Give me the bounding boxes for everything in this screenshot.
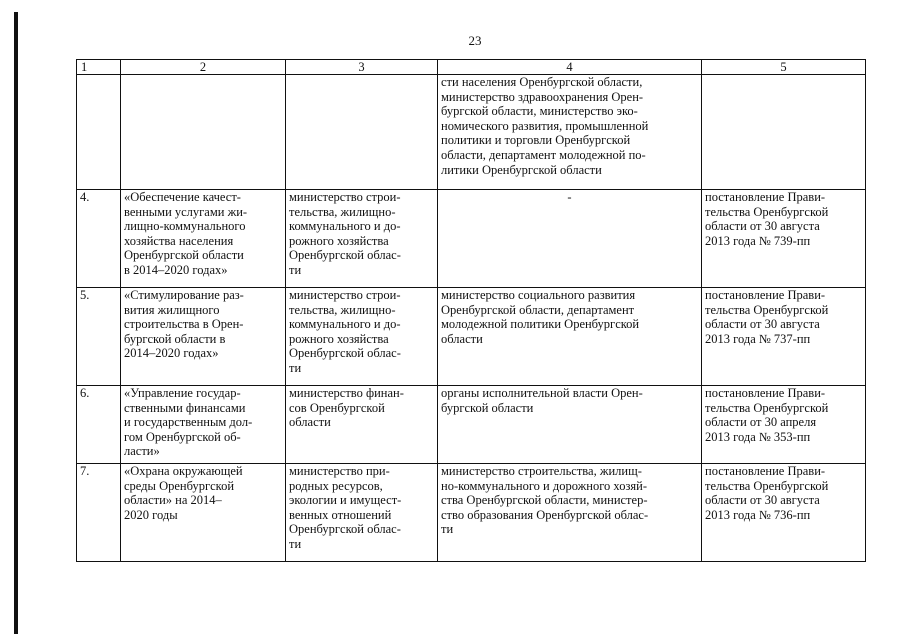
cell-text-line: бургской области, министерство эко- xyxy=(441,104,638,119)
co-executors-cell xyxy=(438,288,702,386)
cell-text-line: родных ресурсов, xyxy=(289,478,383,493)
cell-text-line: экологии и имущест- xyxy=(289,493,402,508)
cell-text-line: 2013 года № 353-пп xyxy=(705,429,811,444)
cell-text-line: 2020 годы xyxy=(124,507,178,522)
cell-text: 5. xyxy=(80,288,90,302)
cell-text-line: рожного хозяйства xyxy=(289,233,389,248)
program-name-cell xyxy=(121,464,286,562)
table-row xyxy=(77,75,866,190)
cell-text-line: сти населения Оренбургской области, xyxy=(441,75,643,89)
cell-text-line: венных отношений xyxy=(289,507,392,522)
cell-text-line: коммунального и до- xyxy=(289,219,401,234)
table-row xyxy=(77,288,866,386)
co-executors-cell xyxy=(438,190,702,288)
row-number-cell xyxy=(77,288,121,386)
header-cell: 2 xyxy=(121,60,286,75)
cell-text-line: тельства Оренбургской xyxy=(705,204,829,219)
page-number: 23 xyxy=(468,33,482,48)
cell-text-line: ти xyxy=(289,536,302,551)
cell-text-line: сов Оренбургской xyxy=(289,400,385,415)
cell-text-line: ласти» xyxy=(124,444,160,459)
table-row xyxy=(77,464,866,562)
cell-text-line: ственными финансами xyxy=(124,400,246,415)
cell-text-line: тельства Оренбургской xyxy=(705,478,829,493)
cell-text-line: постановление Прави- xyxy=(705,190,826,204)
cell-text-line: и государственным дол- xyxy=(124,415,253,430)
cell-text-line: коммунального и до- xyxy=(289,317,401,332)
cell-text-line: номического развития, промышленной xyxy=(441,118,649,133)
cell-text-line: 2013 года № 739-пп xyxy=(705,233,811,248)
responsible-executor-cell xyxy=(286,288,438,386)
responsible-executor-cell xyxy=(286,190,438,288)
cell-text-line: но-коммунального и дорожного хозяй- xyxy=(441,478,647,493)
cell-text-line: ти xyxy=(289,262,302,277)
table-row xyxy=(77,190,866,288)
cell-text-line: вития жилищного xyxy=(124,302,220,317)
cell-text-line: литики Оренбургской области xyxy=(441,162,602,177)
cell-text-line: 2014–2020 годах» xyxy=(124,346,219,361)
cell-text-line: среды Оренбургской xyxy=(124,478,235,493)
cell-text-line: ти xyxy=(441,522,454,537)
header-cell: 4 xyxy=(438,60,702,75)
cell-text: 4. xyxy=(80,190,90,204)
cell-text-line: тельства, жилищно- xyxy=(289,302,396,317)
header-cell: 1 xyxy=(77,60,121,75)
cell-text-line: постановление Прави- xyxy=(705,464,826,478)
cell-text-line: министерство социального развития xyxy=(441,288,636,302)
cell-text-line: бургской области xyxy=(441,400,534,415)
cell-text-line: рожного хозяйства xyxy=(289,331,389,346)
table-header-row xyxy=(77,60,866,75)
cell-text-line: «Обеспечение качест- xyxy=(124,190,241,204)
cell-text-line: ства Оренбургской области, министер- xyxy=(441,493,648,508)
program-name-cell xyxy=(121,75,286,190)
cell-text: 7. xyxy=(80,464,90,478)
cell-text-line: бургской области в xyxy=(124,331,226,346)
cell-text-line: министерство строи- xyxy=(289,288,401,302)
cell-text-line: области от 30 августа xyxy=(705,493,820,508)
cell-text-line: области, департамент молодежной по- xyxy=(441,147,646,162)
cell-text-line: Оренбургской облас- xyxy=(289,522,401,537)
header-cell: 3 xyxy=(286,60,438,75)
row-number-cell xyxy=(77,464,121,562)
co-executors-cell xyxy=(438,386,702,464)
cell-text: 6. xyxy=(80,386,90,400)
cell-text-line: хозяйства населения xyxy=(124,233,234,248)
cell-text-line: венными услугами жи- xyxy=(124,204,248,219)
cell-text-line: ти xyxy=(289,360,302,375)
table-row xyxy=(77,386,866,464)
cell-text-line: Оренбургской облас- xyxy=(289,248,401,263)
cell-text-line: области xyxy=(289,415,331,430)
cell-text-line: «Охрана окружающей xyxy=(124,464,243,478)
cell-text-line: «Стимулирование раз- xyxy=(124,288,244,302)
cell-text-line: постановление Прави- xyxy=(705,386,826,400)
cell-text-line: тельства Оренбургской xyxy=(705,400,829,415)
responsible-executor-cell xyxy=(286,75,438,190)
cell-text-line: 2013 года № 736-пп xyxy=(705,507,811,522)
program-name-cell xyxy=(121,190,286,288)
cell-text-line: молодежной политики Оренбургской xyxy=(441,317,640,332)
cell-text-line: тельства Оренбургской xyxy=(705,302,829,317)
cell-text-line: области» на 2014– xyxy=(124,493,222,508)
program-name-cell xyxy=(121,288,286,386)
co-executors-cell xyxy=(438,464,702,562)
cell-text-line: ство образования Оренбургской облас- xyxy=(441,507,649,522)
responsible-executor-cell xyxy=(286,464,438,562)
header-cell: 5 xyxy=(702,60,866,75)
approving-act-cell xyxy=(702,75,866,190)
row-number-cell xyxy=(77,386,121,464)
scan-edge-bar xyxy=(14,12,18,634)
cell-text-line: министерство здравоохранения Орен- xyxy=(441,89,644,104)
cell-text-line: министерство финан- xyxy=(289,386,404,400)
cell-text-line: «Управление государ- xyxy=(124,386,241,400)
cell-text-line: гом Оренбургской об- xyxy=(124,429,241,444)
approving-act-cell xyxy=(702,190,866,288)
cell-text-line: министерство строи- xyxy=(289,190,401,204)
cell-text-line: министерство строительства, жилищ- xyxy=(441,464,642,478)
cell-text-line: - xyxy=(567,190,572,204)
cell-text-line: политики и торговли Оренбургской xyxy=(441,133,631,148)
programs-table xyxy=(76,59,866,562)
cell-text-line: области от 30 апреля xyxy=(705,415,817,430)
cell-text-line: области от 30 августа xyxy=(705,317,820,332)
cell-text-line: Оренбургской облас- xyxy=(289,346,401,361)
cell-text-line: в 2014–2020 годах» xyxy=(124,262,228,277)
approving-act-cell xyxy=(702,386,866,464)
co-executors-cell xyxy=(438,75,702,190)
cell-text-line: строительства в Орен- xyxy=(124,317,244,332)
cell-text-line: министерство при- xyxy=(289,464,390,478)
row-number-cell xyxy=(77,190,121,288)
cell-text-line: области xyxy=(441,331,483,346)
cell-text-line: лищно-коммунального xyxy=(124,219,246,234)
cell-text-line: тельства, жилищно- xyxy=(289,204,396,219)
cell-text-line: области от 30 августа xyxy=(705,219,820,234)
cell-text-line: постановление Прави- xyxy=(705,288,826,302)
cell-text-line: органы исполнительной власти Орен- xyxy=(441,386,643,400)
row-number-cell xyxy=(77,75,121,190)
cell-text-line: 2013 года № 737-пп xyxy=(705,331,811,346)
approving-act-cell xyxy=(702,288,866,386)
approving-act-cell xyxy=(702,464,866,562)
responsible-executor-cell xyxy=(286,386,438,464)
cell-text-line: Оренбургской области, департамент xyxy=(441,302,635,317)
cell-text-line: Оренбургской области xyxy=(124,248,244,263)
program-name-cell xyxy=(121,386,286,464)
